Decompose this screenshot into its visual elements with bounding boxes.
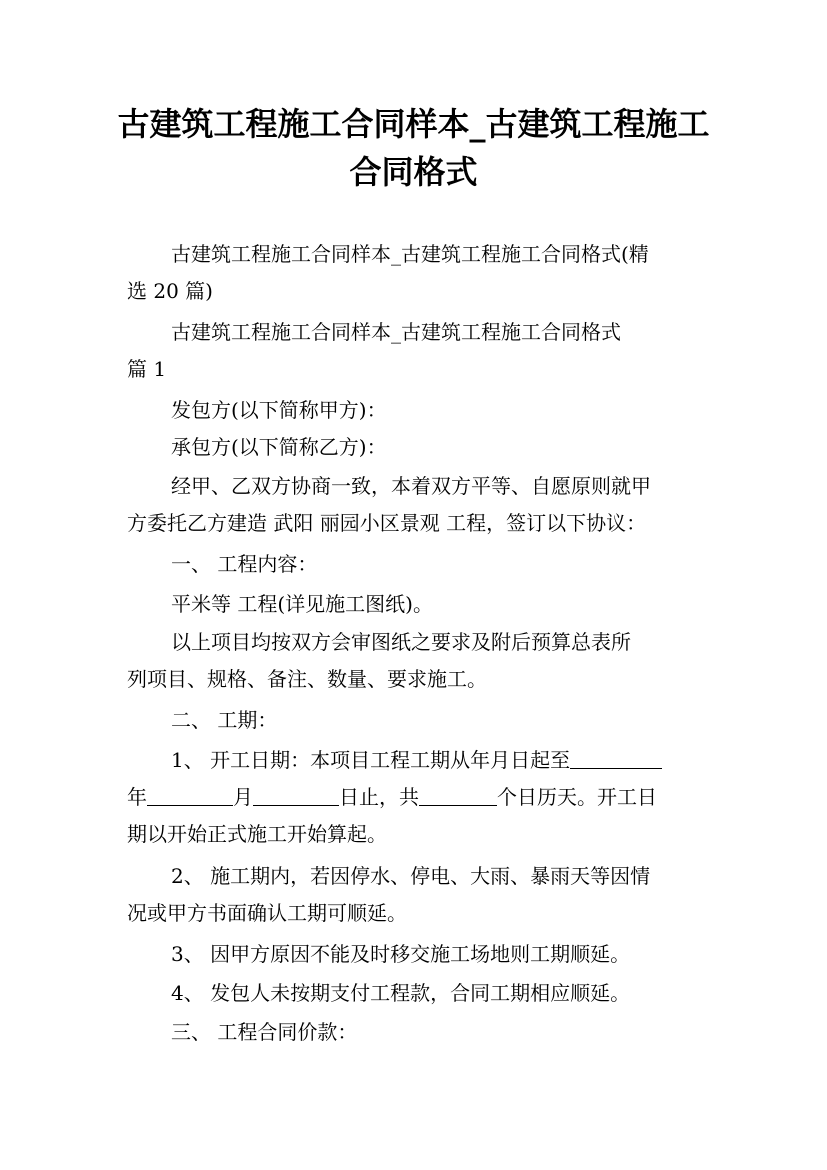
paragraph-line: 承包方(以下简称乙方)： — [171, 435, 387, 459]
paragraph-party-a — [127, 392, 707, 429]
paragraph-line: 一、 工程内容： — [171, 552, 318, 576]
paragraph-line: 古建筑工程施工合同样本_古建筑工程施工合同格式 — [171, 320, 621, 344]
paragraph-intro — [127, 236, 707, 310]
paragraph-scope — [127, 586, 707, 623]
paragraph-line: 二、 工期： — [171, 708, 278, 732]
paragraph-line: 4、 发包人未按期支付工程款，合同工期相应顺延。 — [171, 981, 631, 1005]
line-text: 年 — [127, 785, 147, 809]
paragraph-line: 以上项目均按双方会审图纸之要求及附后预算总表所 — [171, 630, 631, 654]
paragraph-line: 方委托乙方建造 武阳 丽园小区景观 工程，签订以下协议： — [127, 511, 647, 535]
paragraph-line: 经甲、乙双方协商一致，本着双方平等、自愿原则就甲 — [171, 474, 651, 498]
section-heading-2 — [127, 702, 707, 739]
line-text: 月 — [233, 785, 253, 809]
paragraph-line: 况或甲方书面确认工期可顺延。 — [127, 901, 407, 925]
paragraph-line: 平米等 工程(详见施工图纸)。 — [171, 592, 433, 616]
fill-blank — [419, 785, 497, 806]
paragraph-line: 篇 1 — [127, 357, 167, 381]
paragraph-line: 列项目、规格、备注、数量、要求施工。 — [127, 667, 487, 691]
section-heading-1 — [127, 546, 707, 583]
title-line-1: 古建筑工程施工合同样本_古建筑工程施工 — [117, 105, 710, 143]
title-line-2: 合同格式 — [349, 153, 478, 191]
paragraph-line: 3、 因甲方原因不能及时移交施工场地则工期顺延。 — [171, 942, 631, 966]
paragraph-heading — [127, 314, 707, 388]
paragraph-line — [127, 742, 707, 779]
paragraph-line: 三、 工程合同价款： — [171, 1020, 358, 1044]
paragraph-agreement — [127, 468, 707, 542]
document-title — [0, 100, 827, 196]
paragraph-site-delay — [127, 936, 707, 973]
paragraph-requirements — [127, 624, 707, 698]
paragraph-line: 2、 施工期内，若因停水、停电、大雨、暴雨天等因情 — [171, 864, 651, 888]
paragraph-line: 选 20 篇) — [127, 279, 213, 303]
paragraph-extension — [127, 858, 707, 932]
line-text: 个日历天。开工日 — [497, 785, 657, 809]
paragraph-party-b — [127, 429, 707, 466]
fill-blank — [253, 785, 339, 806]
line-text: 1、 开工日期：本项目工程工期从年月日起至 — [171, 748, 571, 772]
paragraph-line: 古建筑工程施工合同样本_古建筑工程施工合同格式(精 — [171, 242, 649, 266]
paragraph-line: 发包方(以下简称甲方)： — [171, 398, 387, 422]
paragraph-line: 期以开始正式施工开始算起。 — [127, 822, 387, 846]
paragraph-payment-delay — [127, 975, 707, 1012]
line-text: 日止，共 — [339, 785, 419, 809]
paragraph-line — [127, 779, 707, 816]
paragraph-start-date — [127, 742, 707, 853]
fill-blank — [570, 748, 662, 769]
section-heading-3 — [127, 1014, 707, 1051]
fill-blank — [147, 785, 233, 806]
